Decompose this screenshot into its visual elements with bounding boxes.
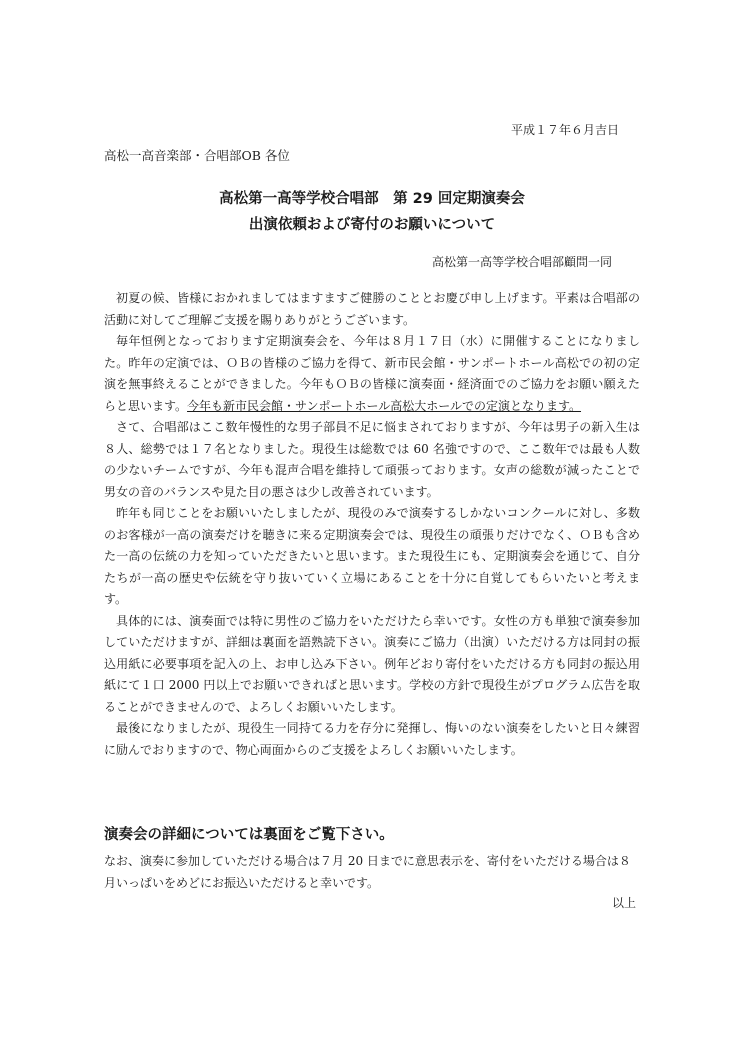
paragraph-concert-announcement bbox=[104, 331, 640, 417]
deadline-note: なお、演奏に参加していただける場合は７月 20 日までに意思表示を、寄付をいただける場合は８月いっぱいをめどにお振込いただけると幸いです。 bbox=[104, 854, 631, 890]
closing-mark: 以上 bbox=[612, 896, 637, 910]
paragraph-details: 具体的には、演奏面では特に男性のご協力をいただけたら幸いです。女性の方も単独で演奏参加していただけますが、詳細は裏面を語熟読下さい。演奏にご協力（出演）いただける方は同封の振込用紙に必要事項を記入の上、お申し込み下さい。例年どおり寄付をいただける方も同封の振込用紙にて１口 2000 円以上でお願いできればと思います。学校の方針で現役生がプログラム広告を取ることができませんので、よろしくお願いいたします。 bbox=[104, 613, 640, 714]
paragraph-membership: さて、合唱部はここ数年慢性的な男子部員不足に悩まされておりますが、今年は男子の新入生は８人、総勢では１７名となりました。現役生は総数では 60 名強ですので、ここ数年では最も人数の少ないチームですが、今年も混声合唱を維持して頑張っております。女声の総数が減ったことで男女の音のバランスや見た目の悪さは少し改善されています。 bbox=[104, 420, 640, 499]
paragraph-request: 昨年も同じことをお願いいたしましたが、現役のみで演奏するしかないコンクールに対し、多数のお客様が一高の演奏だけを聴きに来る定期演奏会では、現役生の頑張りだけでなく、ＯＢも含めた一高の伝統の力を知っていただきたいと思います。また現役生にも、定期演奏会を通じて、自分たちが一高の歴史や伝統を守り抜いていく立場にあることを十分に自覚してもらいたいと考えます。 bbox=[104, 506, 640, 606]
letter-date: 平成１７年６月吉日 bbox=[511, 123, 620, 137]
letter-title-line2: 出演依頼および寄付のお願いについて bbox=[248, 217, 496, 233]
concert-announcement-text: 毎年恒例となっております定期演奏会を、今年は８月１７日（水）に開催することになりました。昨年の定演では、ＯＢの皆様のご協力を得て、新市民会館・サンポートホール高松での初の定演を無事終えることができました。今年もＯＢの皆様に演奏面・経済面でのご協力をお願い願えたらと思います。 bbox=[104, 334, 640, 413]
addressee: 高松一高音楽部・合唱部OB 各位 bbox=[104, 148, 290, 163]
letter-body bbox=[104, 288, 640, 761]
venue-notice: 今年も新市民会館・サンポートホール高松大ホールでの定演となります。 bbox=[187, 398, 582, 413]
paragraph-closing-remarks: 最後になりましたが、現役生一同持てる力を存分に発揮し、悔いのない演奏をしたいと日々練習に励んでおりますので、物心両面からのご支援をよろしくお願いいたします。 bbox=[104, 721, 640, 757]
details-heading: 演奏会の詳細については裏面をご覧下さい。 bbox=[104, 826, 394, 843]
paragraph-greeting: 初夏の候、皆様におかれましてはますますご健勝のこととお慶び申し上げます。平素は合唱部の活動に対してご理解ご支援を賜りありがとうございます。 bbox=[104, 291, 640, 327]
sender: 高松第一高等学校合唱部顧問一同 bbox=[432, 255, 613, 269]
letter-title-line1: 高松第一高等学校合唱部 第 29 回定期演奏会 bbox=[219, 191, 525, 207]
